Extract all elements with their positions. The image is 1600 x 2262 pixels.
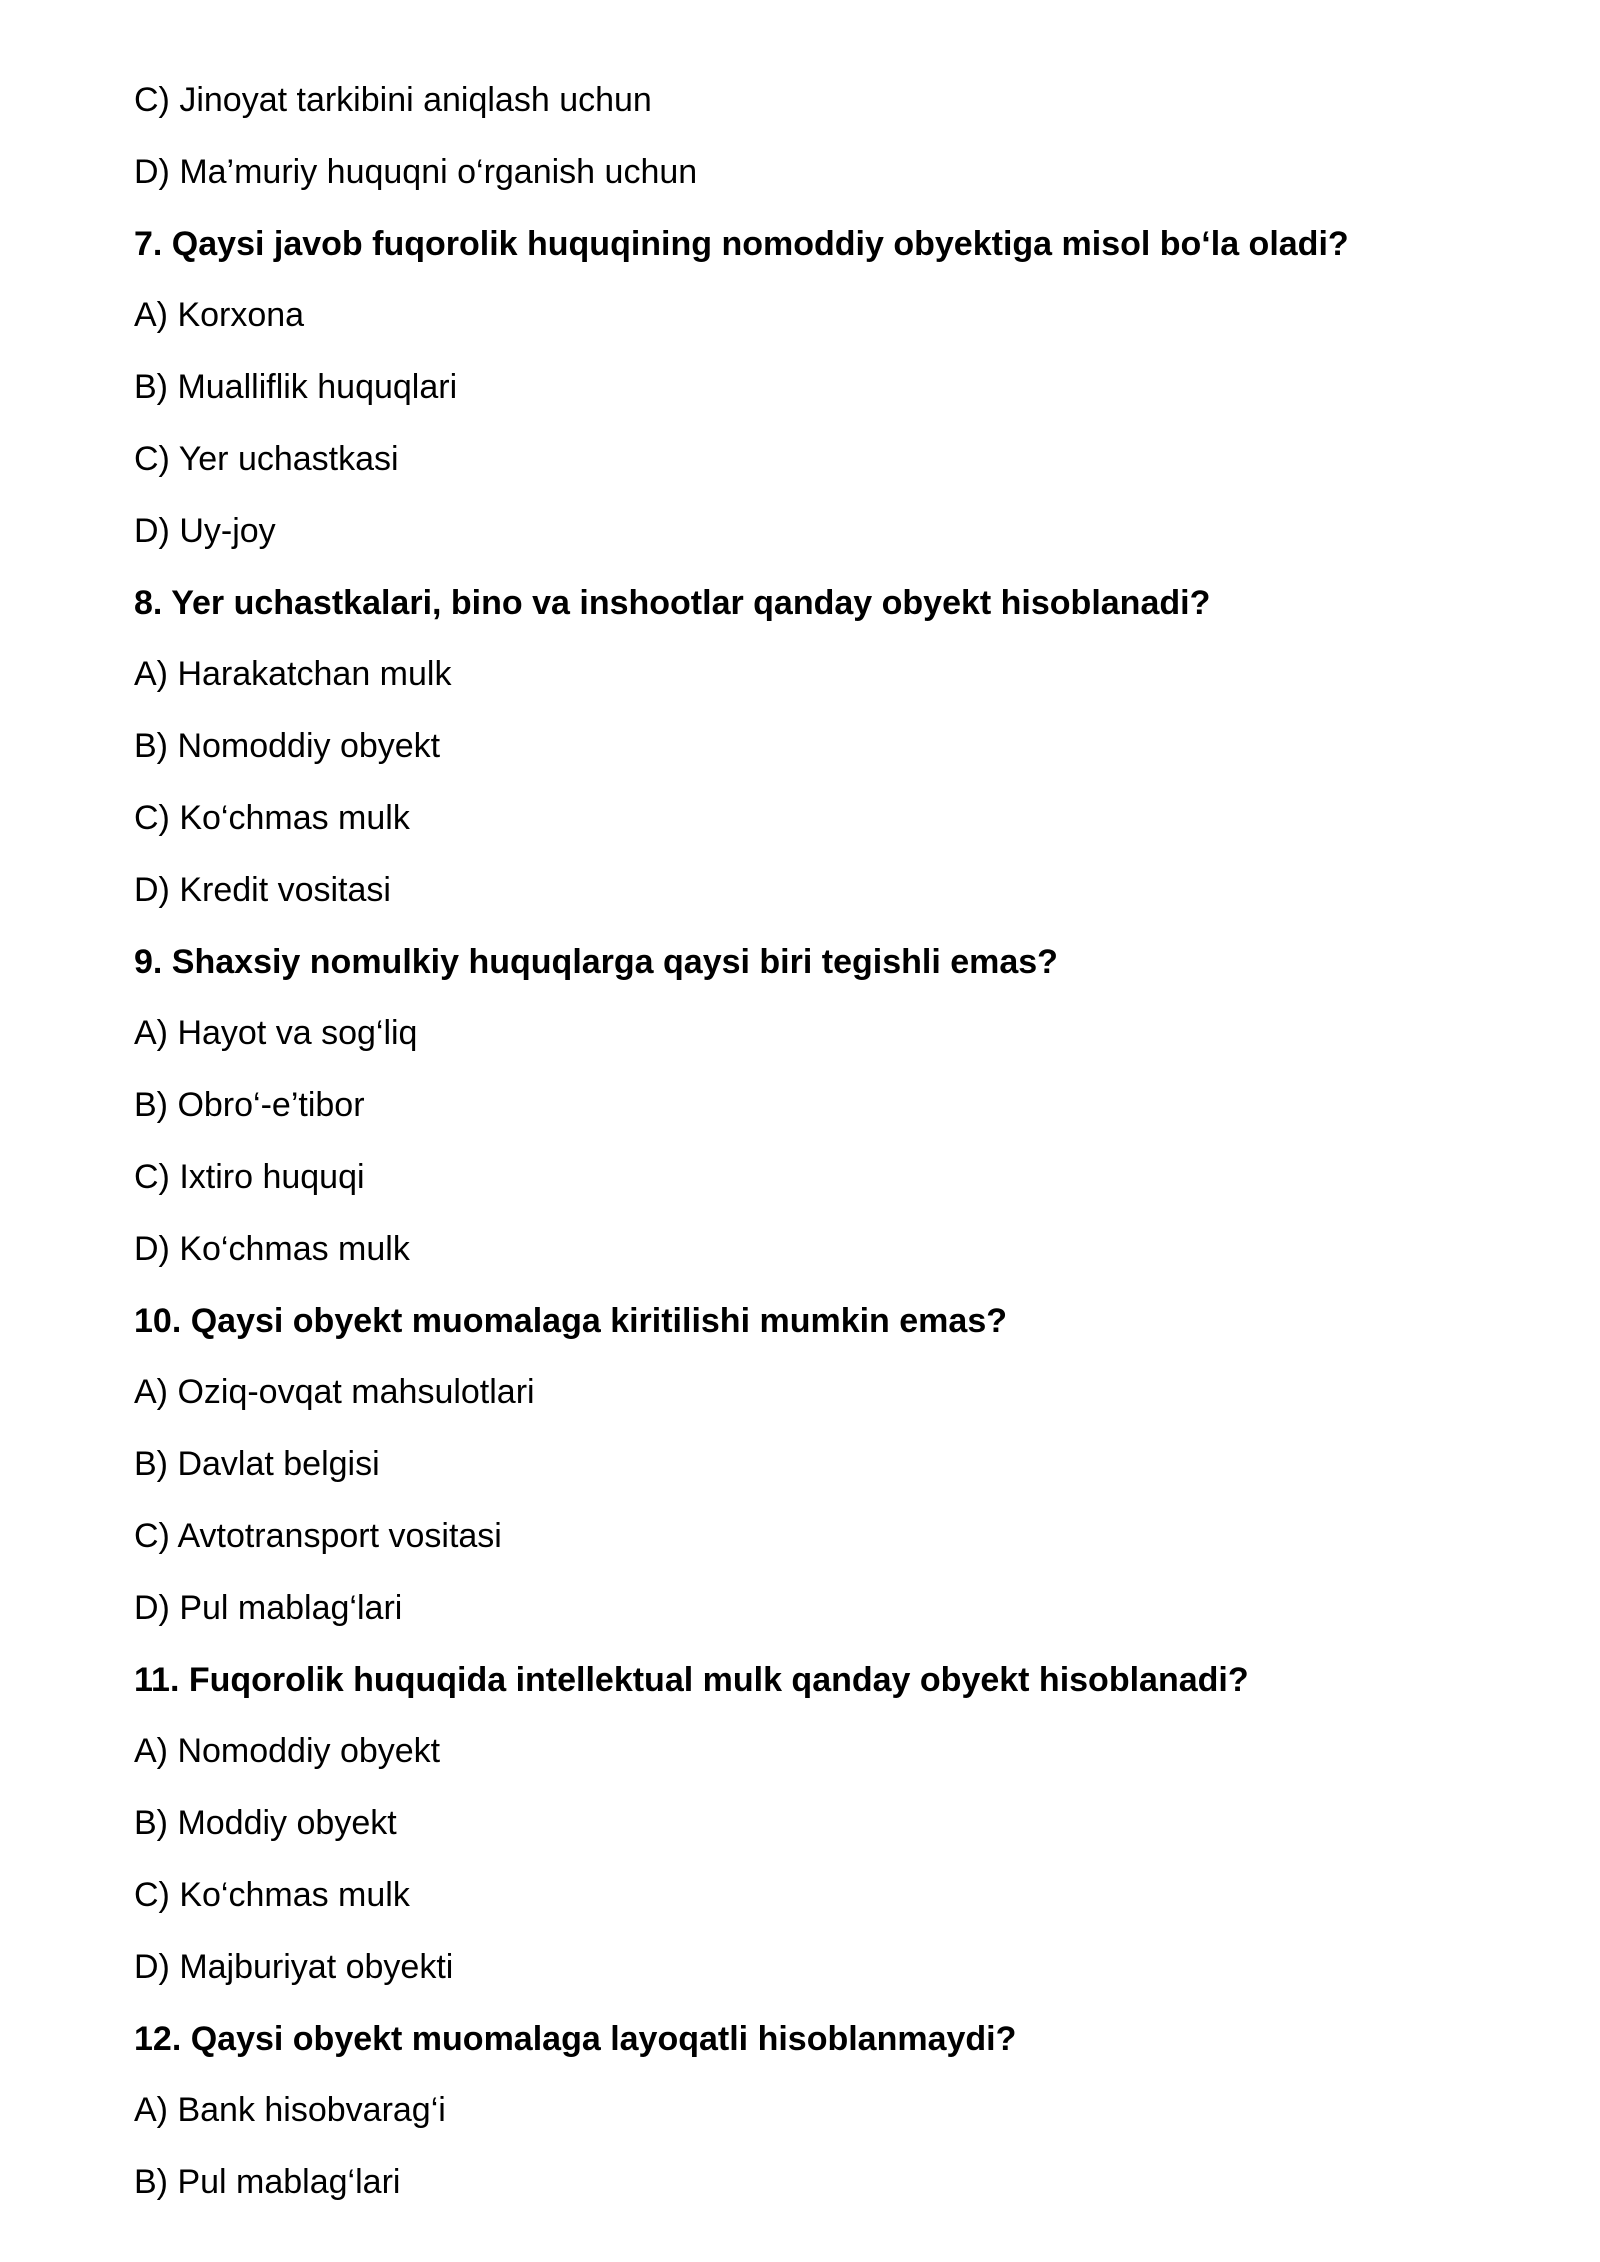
question-line: 7. Qaysi javob fuqorolik huquqining nomoddiy obyektiga misol bo‘la oladi? (134, 224, 1349, 263)
option-line: A) Bank hisobvarag‘i (134, 2091, 446, 2130)
option-line: A) Korxona (134, 296, 305, 335)
question-line: 11. Fuqorolik huquqida intellektual mulk qanday obyekt hisoblanadi? (134, 1660, 1249, 1699)
option-line: D) Uy-joy (134, 511, 276, 550)
option-line: C) Avtotransport vositasi (134, 1516, 502, 1555)
option-line: D) Majburiyat obyekti (134, 1947, 454, 1986)
option-line: D) Pul mablag‘lari (134, 1588, 403, 1627)
option-line: C) Ko‘chmas mulk (134, 1875, 410, 1914)
option-line: B) Mualliflik huquqlari (134, 368, 458, 407)
option-line: A) Oziq-ovqat mahsulotlari (134, 1373, 535, 1412)
option-line: A) Hayot va sog‘liq (134, 1014, 418, 1053)
option-line: B) Obro‘-e’tibor (134, 1086, 365, 1125)
question-line: 9. Shaxsiy nomulkiy huquqlarga qaysi biri tegishli emas? (134, 942, 1058, 981)
option-line: A) Harakatchan mulk (134, 655, 452, 694)
option-line: C) Ixtiro huquqi (134, 1157, 365, 1196)
option-line: B) Nomoddiy obyekt (134, 727, 441, 766)
option-line: B) Pul mablag‘lari (134, 2163, 401, 2202)
option-line: D) Ko‘chmas mulk (134, 1229, 410, 1268)
question-line: 8. Yer uchastkalari, bino va inshootlar qanday obyekt hisoblanadi? (134, 583, 1211, 622)
option-line: B) Moddiy obyekt (134, 1804, 397, 1843)
option-line: D) Kredit vositasi (134, 870, 391, 909)
option-line: A) Nomoddiy obyekt (134, 1732, 441, 1771)
option-line: C) Jinoyat tarkibini aniqlash uchun (134, 81, 652, 119)
question-line: 10. Qaysi obyekt muomalaga kiritilishi mumkin emas? (134, 1301, 1007, 1340)
option-line: C) Yer uchastkasi (134, 439, 399, 478)
quiz-content (134, 72, 1514, 2226)
option-line: B) Davlat belgisi (134, 1445, 380, 1484)
question-line: 12. Qaysi obyekt muomalaga layoqatli hisoblanmaydi? (134, 2019, 1017, 2058)
option-line: D) Ma’muriy huquqni o‘rganish uchun (134, 152, 698, 191)
option-line: C) Ko‘chmas mulk (134, 798, 410, 837)
